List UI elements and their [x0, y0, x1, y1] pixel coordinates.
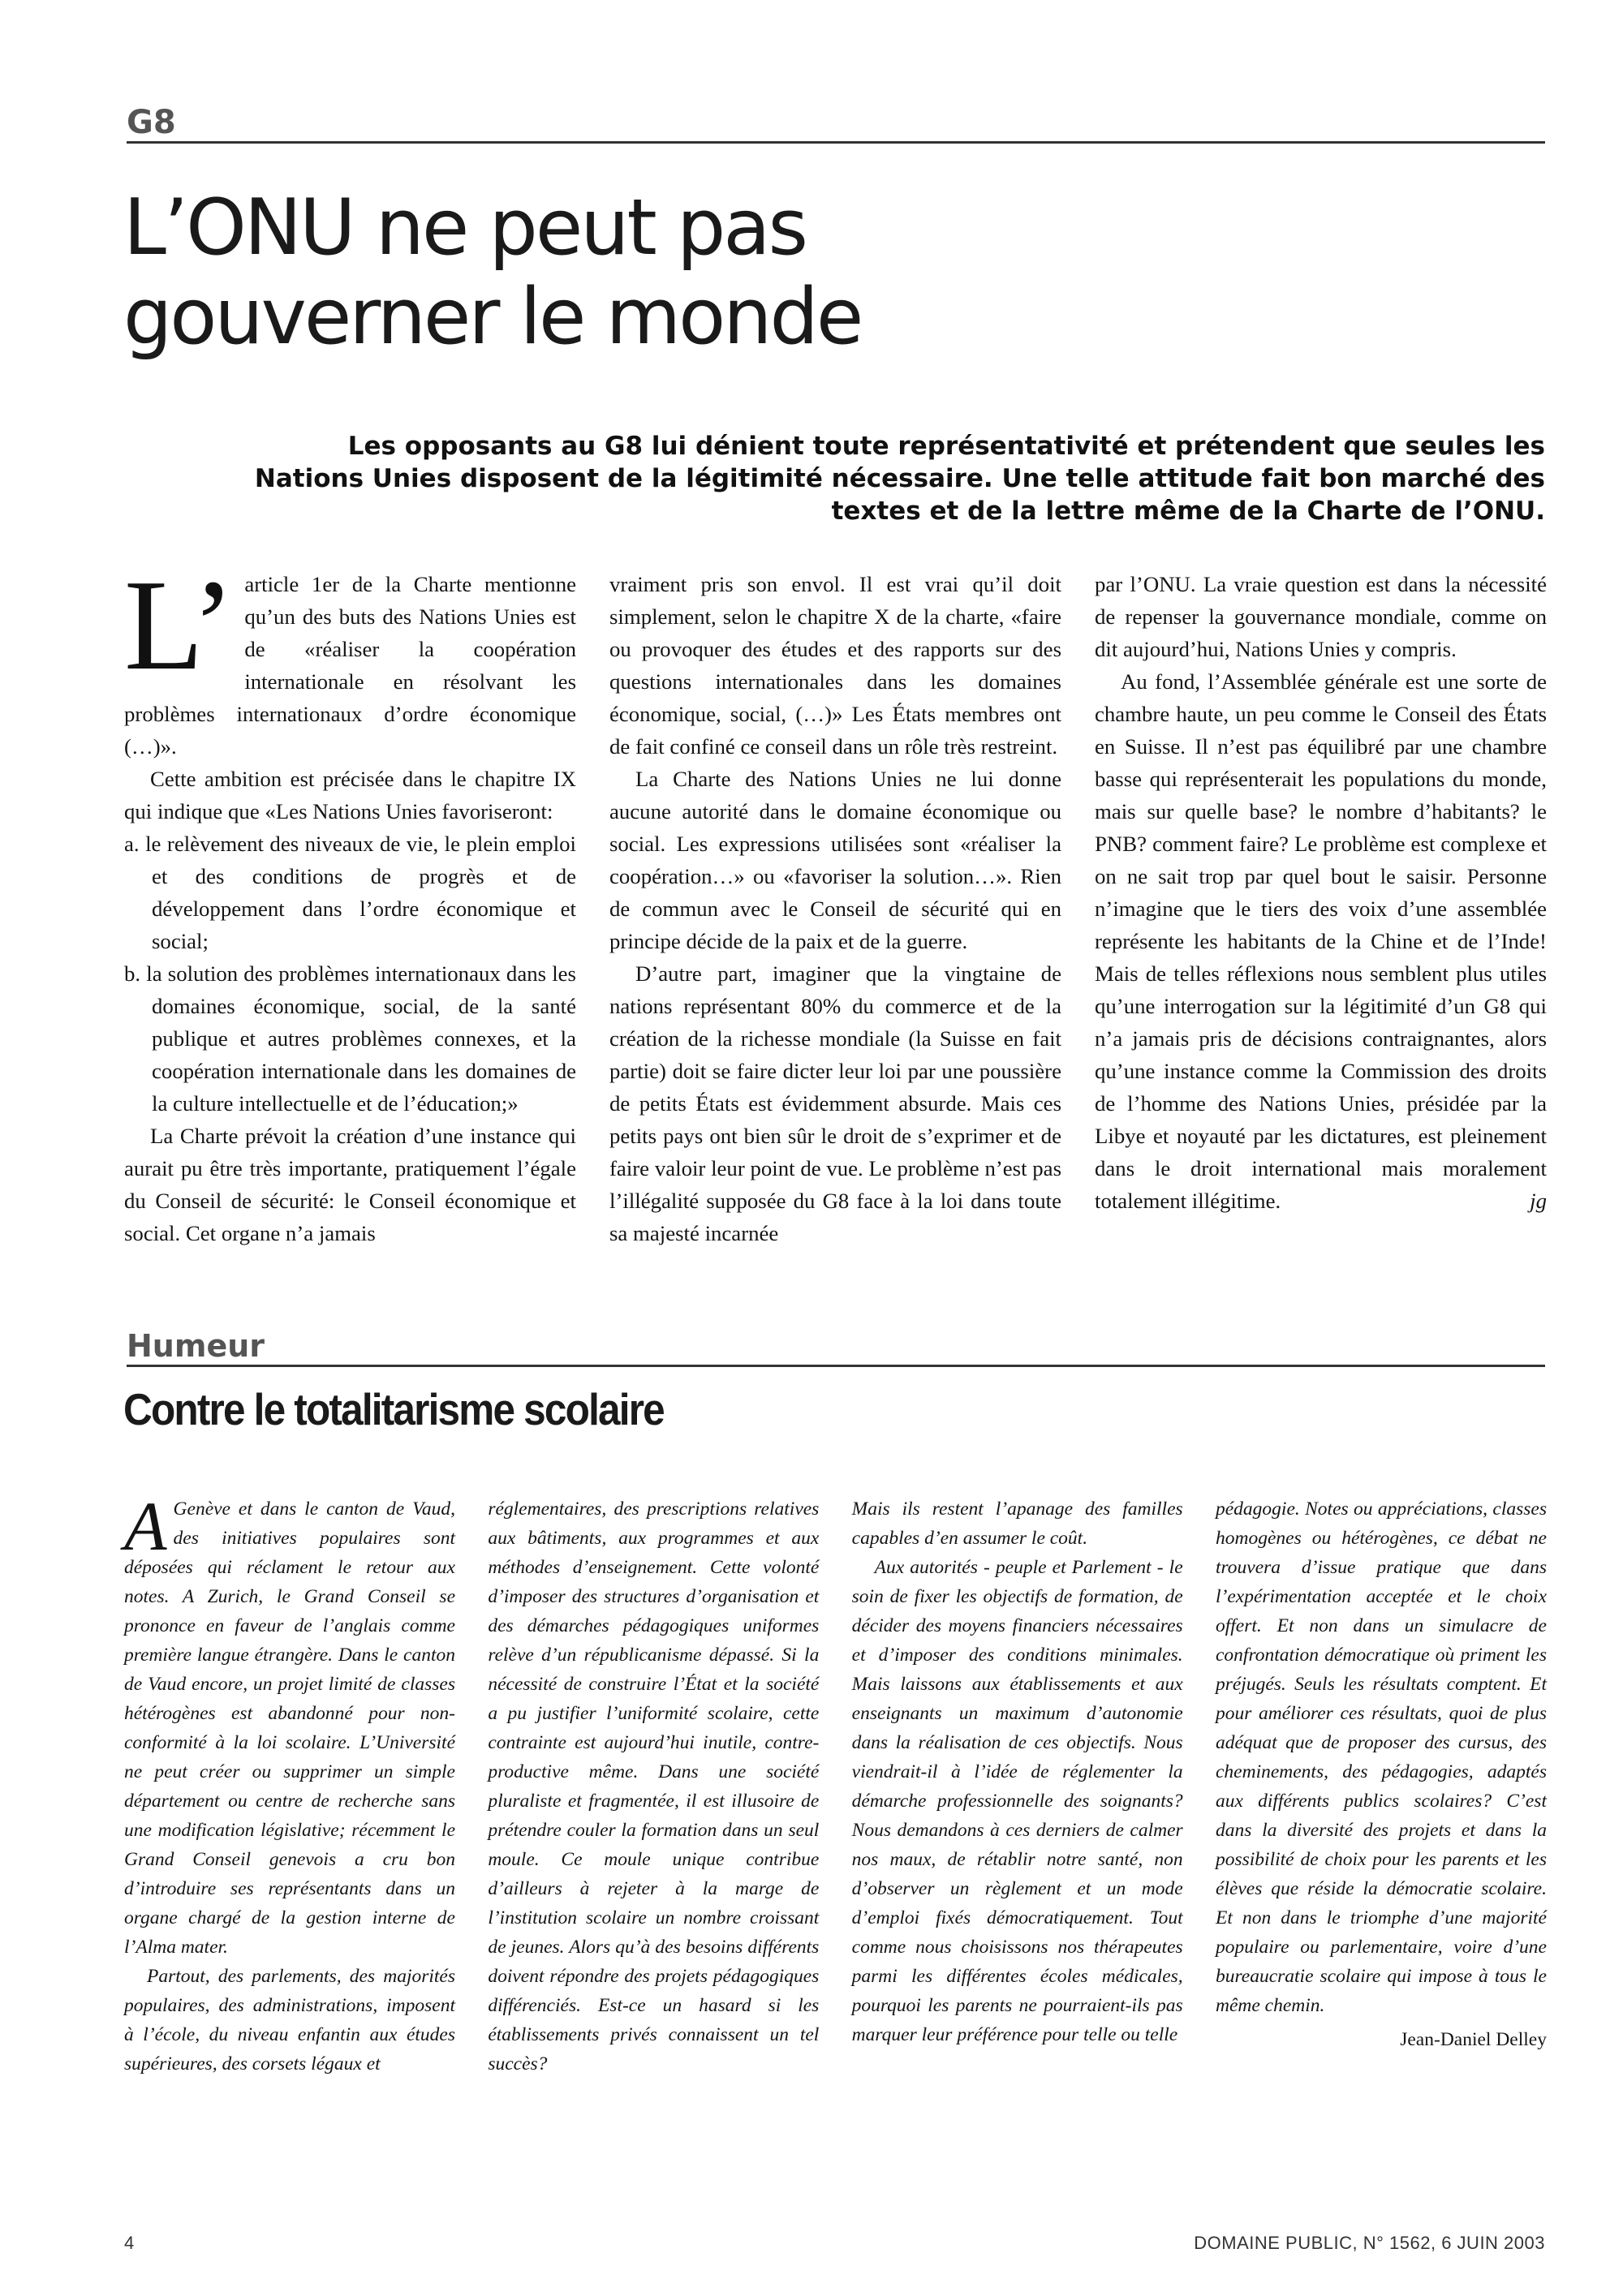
paragraph: vraiment pris son envol. Il est vrai qu’il doit simplement, selon le chapitre X de la charte, «faire ou provoquer des études et des rapports sur des questions internationales dans les domaines économique, social, (…)» Les États membres ont de fait confiné ce conseil dans un rôle très restreint. [609, 572, 1061, 759]
paragraph: Au fond, l’Assemblée générale est une sorte de chambre haute, un peu comme le Conseil des États en Suisse. Il n’est pas équilibré par une chambre basse qui représenterait les populations du monde, mais sur quelle base? le nombre d’habitants? le PNB? comment faire? Le problème est complexe et on ne sait trop par quel bout le saisir. Personne n’imagine que le tiers des voix d’une assemblée représente les habitants de la Chine et de l’Inde! Mais de telles réflexions nous semblent plus utiles qu’une interrogation sur la légitimité d’un G8 qui n’a jamais pris de décisions contraignantes, alors qu’une instance comme la Commission des droits de l’homme des Nations Unies, présidée par la Libye et noyauté par les dictatures, est pleinement dans le droit international mais moralement totalement illégitime. jg [1095, 665, 1547, 1217]
article-title-2: Contre le totalitarisme scolaire [123, 1384, 664, 1434]
drop-cap: A [124, 1487, 167, 1565]
paragraph: Mais ils restent l’apanage des familles capables d’en assumer le coût. [851, 1498, 1183, 1549]
paragraph: La Charte des Nations Unies ne lui donne aucune autorité dans le domaine économique ou social. Les expressions utilisées sont «réaliser la coopération…» ou «favoriser la solution…». Rien de commun avec le Conseil de sécurité qui en principe décide de la paix et de la guerre. [609, 767, 1061, 953]
article-2-body [124, 1487, 1547, 2079]
article-body [124, 553, 1547, 1249]
paragraph: par l’ONU. La vraie question est dans la nécessité de repenser la gouvernance mondiale, comme on dit aujourd’hui, Nations Unies y compris. [1095, 572, 1547, 661]
article-2-column-2 [488, 1494, 819, 2079]
paragraph: L’ article 1er de la Charte mentionne qu’un des buts des Nations Unies est de «réaliser la coopération internationale en résolvant les problèmes internationaux d’ordre économique (…)». [124, 553, 576, 759]
article-2-column-1 [124, 1487, 455, 2079]
signature: jg [1530, 1189, 1547, 1213]
drop-cap: L’ [124, 553, 235, 697]
article-lead: Les opposants au G8 lui dénient toute représentativité et prétendent que seules les Nations Unies disposent de la légitimité nécessaire. Une telle attitude fait bon marché des textes et de la lettre même de la Charte de l’ONU. [254, 432, 1545, 526]
paragraph: Cette ambition est précisée dans le chapitre IX qui indique que «Les Nations Unies favoriseront: [124, 767, 576, 823]
publication-info: DOMAINE PUBLIC, N° 1562, 6 JUIN 2003 [1194, 2233, 1545, 2253]
paragraph: La Charte prévoit la création d’une instance qui aurait pu être très importante, pratiquement l’égale du Conseil de sécurité: le Conseil économique et social. Cet organe n’a jamais [124, 1124, 576, 1245]
title-line-1: L’ONU ne peut pas [123, 183, 806, 273]
article-title [123, 183, 1178, 362]
article-2-column-4 [1216, 1494, 1547, 2079]
paragraph: Aux autorités - peuple et Parlement - le soin de fixer les objectifs de formation, de décider des moyens financiers nécessaires et d’imposer des conditions minimales. Mais laissons aux établissements et aux enseignants un maximum d’autonomie dans la réalisation de ces objectifs. Nous viendrait-il à l’idée de réglementer la démarche professionnelle des soignants? Nous demandons à ces derniers de calmer nos maux, de rétablir notre santé, non d’observer un règlement et un mode d’emploi fixés démocratiquement. Tout comme nous choisissons nos thérapeutes parmi les différentes écoles médicales, pourquoi les parents ne pourraient-ils pas marquer leur préférence pour telle ou telle [851, 1557, 1183, 2045]
author-name: Jean-Daniel Delley [1400, 2029, 1547, 2050]
article-column-2 [609, 568, 1061, 1249]
paragraph: pédagogie. Notes ou appréciations, classes homogènes ou hétérogènes, ce débat ne trouvera d’issue pratique que dans l’expérimentation acceptée et le choix offert. Et non dans un simulacre de confrontation démocratique où priment les préjugés. Seuls les résultats comptent. Et pour améliorer ces résultats, quoi de plus adéquat que de proposer des cursus, des cheminements, des pédagogies, adaptés aux différents publics scolaires? C’est dans la diversité des projets et dans la possibilité de choix pour les parents et les élèves que réside la démocratie scolaire. Et non dans le triomphe d’une majorité populaire ou parlementaire, voire d’une bureaucratie scolaire qui impose à tous le même chemin. [1215, 1498, 1547, 2016]
section-rubric-g8: G8 [127, 104, 1545, 144]
paragraph: Partout, des parlements, des majorités populaires, des administrations, imposent à l’école, du niveau enfantin aux études supérieures, des corsets légaux et [124, 1966, 455, 2075]
section-rubric-humeur: Humeur [127, 1326, 1545, 1367]
list-item: b. la solution des problèmes internationaux dans les domaines économique, social, de la santé publique et autres problèmes connexes, et la coopération internationale dans les domaines de la culture intellectuelle et de l’éducation;» [124, 961, 576, 1116]
title-line-2: gouverner le monde [123, 273, 862, 362]
article-column-3 [1095, 568, 1547, 1249]
article-2-column-3 [852, 1494, 1183, 2079]
paragraph: réglementaires, des prescriptions relatives aux bâtiments, aux programmes et aux méthodes d’enseignement. Cette volonté d’imposer des structures d’organisation et des démarches pédagogiques uniformes relève d’un républicanisme dépassé. Si la nécessité de construire l’État et la société a pu justifier l’uniformité scolaire, cette contrainte est aujourd’hui inutile, contre-productive même. Dans une société pluraliste et fragmentée, il est illusoire de prétendre couler la formation dans un seul moule. Ce moule unique contribue d’ailleurs à rejeter à la marge de l’institution scolaire un nombre croissant de jeunes. Alors qu’à des besoins différents doivent répondre des projets pédagogiques différenciés. Est-ce un hasard si les établissements privés connaissent un tel succès? [488, 1498, 820, 2075]
page-number: 4 [124, 2233, 135, 2253]
list-item: a. le relèvement des niveaux de vie, le plein emploi et des conditions de progrès et de développement dans l’ordre économique et social; [124, 832, 576, 953]
paragraph: A Genève et dans le canton de Vaud, des initiatives populaires sont déposées qui réclament le retour aux notes. A Zurich, le Grand Conseil se prononce en faveur de l’anglais comme première langue étrangère. Dans le canton de Vaud encore, un projet limité de classes hétérogènes est abandonné pour non-conformité à la loi scolaire. L’Université ne peut créer ou supprimer un simple département ou centre de recherche sans une modification législative; récemment le Grand Conseil genevois a cru bon d’introduire ses représentants dans un organe chargé de la gestion interne de l’Alma mater. [124, 1487, 455, 1958]
article-column-1 [124, 553, 576, 1249]
paragraph: D’autre part, imaginer que la vingtaine de nations représentant 80% du commerce et de la création de la richesse mondiale (la Suisse en fait partie) doit se faire dicter leur loi par une poussière de petits États est évidemment absurde. Mais ces petits pays ont bien sûr le droit de s’exprimer et de faire valoir leur point de vue. Le problème n’est pas l’illégalité supposée du G8 face à la loi dans toute sa majesté incarnée [609, 961, 1061, 1245]
